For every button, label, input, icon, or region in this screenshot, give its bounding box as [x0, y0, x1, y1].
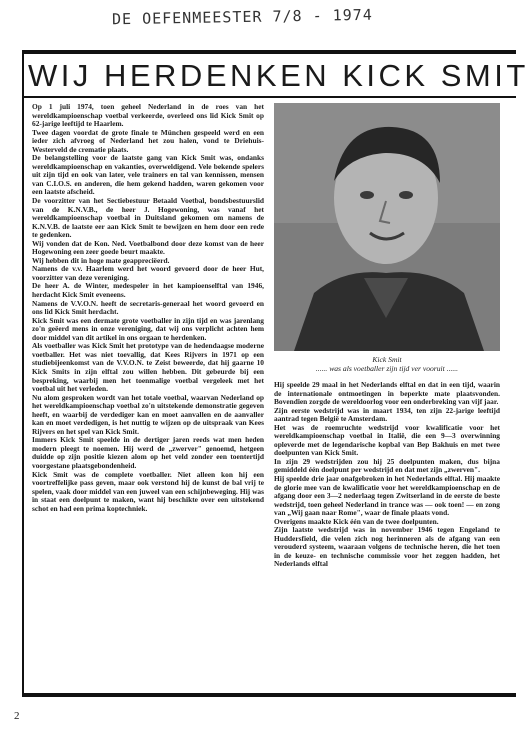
paragraph: Het was de roemruchte wedstrijd voor kwalificatie voor het wereldkampioenschap voetbal in Italië, die een 9—3 overwinning opleverde met de legendarische kopbal van Bep Bakhuis en met twee doelpunten van Kick Smit. [274, 422, 500, 458]
paragraph: Twee dagen voordat de grote finale te München gespeeld werd en een ieder zich afvroeg of Nederland het zou halen, vond te Driehuis-Westerveld de crematie plaats. [32, 127, 264, 154]
paragraph: Overigens maakte Kick één van de twee doelpunten. [274, 516, 439, 526]
paragraph: Kick Smit was een dermate grote voetballer in zijn tijd en was jarenlang zo'n geëerd mens in onze vereniging, dat wij ons verplicht achten hem door middel van dit artikel in ons orgaan te herdenken. [32, 315, 264, 342]
top-rule [22, 50, 516, 54]
paragraph: De belangstelling voor de laatste gang van Kick Smit was, ondanks wereldkampioenschap en vakanties, overweldigend. Vele bekende spelers uit zijn tijd en ook van later, vele trainers en tal van kennissen, mensen van C.I.O.S. en anderen, die hem gekend hadden, waren gekomen voor een laatste afscheid. [32, 153, 264, 197]
right-column [274, 381, 500, 688]
paragraph: Namens de V.V.O.N. heeft de secretaris-generaal het woord gevoerd en ons lid Kick Smit herdacht. [32, 298, 264, 317]
paragraph: In zijn 29 wedstrijden zou hij 25 doelpunten maken, dus bijna gemiddeld één doelpunt per wedstrijd en dat met zijn „zwerven". [274, 456, 500, 475]
paragraph: Wij vonden dat de Kon. Ned. Voetbalbond door deze komst van de heer Hogewoning een zeer goede beurt maakte. [32, 238, 264, 257]
paragraph: Kick Smit was de complete voetballer. Niet alleen kon hij een voortreffelijke pass geven, maar ook verstond hij de kunst de bal vrij te spelen, vaak door middel van een juweel van een schijnbeweging. Hij was in staat een doelpunt te maken, want hij beschikte over een uitstekend schot en had een prima koptechniek. [32, 469, 264, 513]
headline-underline [22, 96, 516, 98]
headline: WIJ HERDENKEN KICK SMIT [28, 58, 529, 93]
paragraph: De heer A. de Winter, medespeler in het kampioenselftal van 1946, herdacht Kick Smit eveneens. [32, 281, 264, 300]
photo-caption [274, 355, 500, 373]
paragraph: Wij hebben dit in hoge mate geappreciëerd. [32, 255, 170, 265]
portrait-photo [274, 103, 500, 351]
portrait-silhouette [274, 103, 500, 351]
paragraph: De voorzitter van het Sectiebestuur Betaald Voetbal, bondsbestuurslid van de K.N.V.B., de heer J. Hogewoning, was vanaf het wereldkampioenschap voetbal in Duitsland gekomen om namens de K.N.V.B. de laatste eer aan Kick Smit te bewijzen en hem door een rede te gedenken. [32, 196, 264, 240]
bottom-rule [22, 693, 516, 697]
left-column [32, 103, 264, 688]
paragraph: Nu alom gesproken wordt van het totale voetbal, waarvan Nederland op het wereldkampioenschap voetbal zo'n uitstekende demonstratie gegeven heeft, en waarbij de verdediger kan en moet aanvallen en de aanvaller kan en moet verdedigen, is het nuttig te wijzen op de uitspraak van Kees Rijvers en het spel van Kick Smit. [32, 392, 264, 436]
caption-name: Kick Smit [372, 355, 402, 364]
paragraph: Hij speelde 29 maal in het Nederlands elftal en dat in een tijd, waarin de internationale ontmoetingen in beperkte mate plaatsvonden. Bovendien zorgde de wereldoorlog voor een onderbreking van vijf jaar. [274, 381, 500, 407]
paragraph: Zijn eerste wedstrijd was in maart 1934, ten zijn 22-jarige leeftijd aantrad tegen België te Amsterdam. [274, 405, 500, 424]
paragraph: Namens de v.v. Haarlem werd het woord gevoerd door de heer Hut, voorzitter van deze vereniging. [32, 264, 264, 282]
caption-text: ...... was als voetballer zijn tijd ver vooruit ...... [315, 364, 459, 373]
left-border-line [22, 50, 24, 697]
page-number: 2 [14, 710, 20, 722]
paragraph: Als voetballer was Kick Smit het prototype van de hedendaagse moderne voetballer. Het was niet toevallig, dat Kees Rijvers in 1971 op een studiebijeenkomst van de V.V.O.N. te Zeist beweerde, dat hij gaarne 10 Kick Smits in zijn elftal zou willen hebben. Dit gebeurde bij een bespreking, waarbij men het toenmalige voetbal vergeleek met het voetbal uit het verleden. [32, 341, 264, 394]
paragraph: Immers Kick Smit speelde in de dertiger jaren reeds wat men heden modern pleegt te noemen. Hij werd de „zwerver" genoemd, hetgeen duidde op zijn positie kiezen alom op het veld zonder een toentertijd voorgestane plaatsgebondenheid. [32, 435, 264, 470]
paragraph: Hij speelde drie jaar onafgebroken in het Nederlands elftal. Hij maakte de glorie mee van de kwalificatie voor het wereldkampioenschap en de afgang door een 3—2 nederlaag tegen Zwitserland in de eerste de beste wedstrijd, toen geheel Nederland in trance was — ook toen! — en zong van „Wij gaan naar Rome", waar de finale plaats vond. [274, 474, 500, 518]
paragraph: Op 1 juli 1974, toen geheel Nederland in de roes van het wereldkampioenschap voetbal verkeerde, overleed ons lid Kick Smit op 62-jarige leeftijd te Haarlem. [32, 103, 264, 129]
handwritten-annotation: DE OEFENMEESTER 7/8 - 1974 [111, 5, 373, 29]
paragraph: Zijn laatste wedstrijd was in november 1946 tegen Engeland te Huddersfield, die velen zich nog herinneren als de afgang van een verouderd systeem, waaraan volgens de technische heren, die het toen in de keuze- en technische commissie voor het zeggen hadden, het Nederlands elftal [274, 525, 500, 569]
